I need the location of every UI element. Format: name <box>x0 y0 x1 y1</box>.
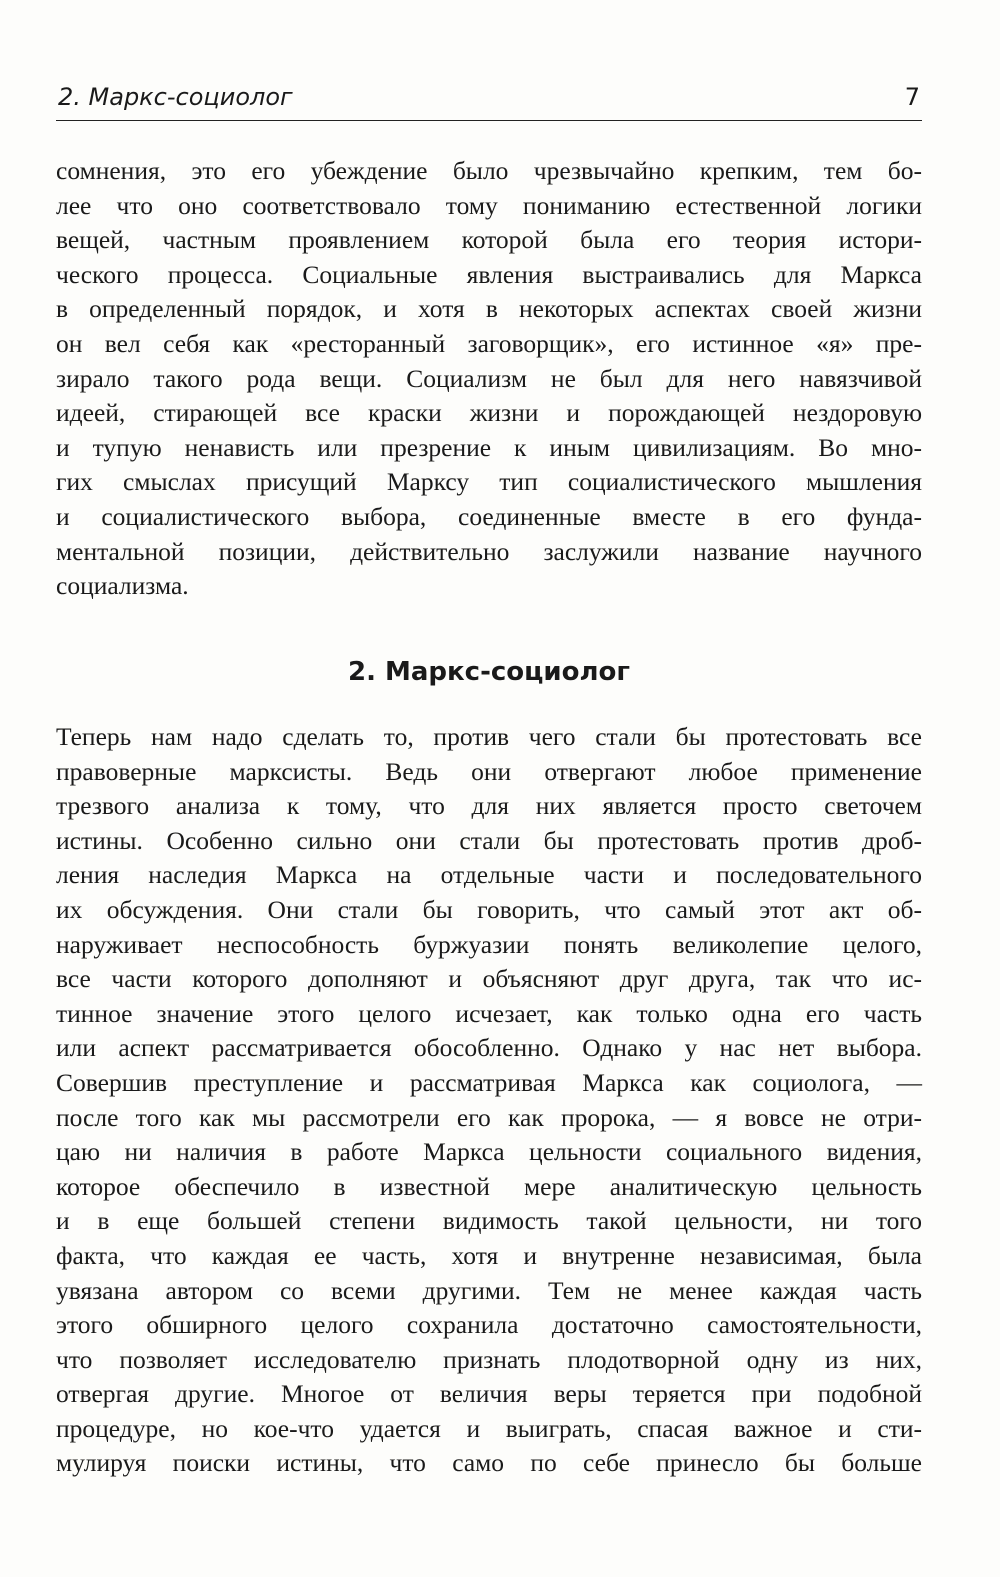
text-line: правоверные марксисты. Ведь они отвергают любое применение <box>56 756 922 786</box>
text-line: процедуре, но кое-что удается и выиграть, спасая важное и сти- <box>56 1413 922 1443</box>
text-line: мулируя поиски истины, что само по себе принесло бы больше <box>56 1448 922 1478</box>
text-line: отвергая другие. Многое от величия веры теряется при подобной <box>56 1379 922 1409</box>
text-line: увязана автором со всеми другими. Тем не менее каждая часть <box>56 1275 922 1305</box>
text-line: этого обширного целого сохранила достаточно самостоятельности, <box>56 1310 922 1340</box>
text-line: в определенный порядок, и хотя в некоторых аспектах своей жизни <box>56 294 922 324</box>
paragraph-continued <box>56 154 922 604</box>
paragraph-main <box>56 720 922 1481</box>
text-line: все части которого дополняют и объясняют друг друга, так что ис- <box>56 964 922 994</box>
text-line: тинное значение этого целого исчезает, как только одна его часть <box>56 998 922 1028</box>
text-line: идеей, стирающей все краски жизни и порождающей нездоровую <box>56 398 922 428</box>
text-line: зирало такого рода вещи. Социализм не был для него навязчивой <box>56 363 922 393</box>
text-line: лее что оно соответствовало тому пониманию естественной логики <box>56 190 922 220</box>
text-line: что позволяет исследователю признать плодотворной одну из них, <box>56 1344 922 1374</box>
text-line: или аспект рассматривается обособленно. Однако у нас нет выбора. <box>56 1033 922 1063</box>
page-number: 7 <box>904 83 920 111</box>
text-line: и социалистического выбора, соединенные вместе в его фунда- <box>56 501 922 531</box>
text-line: он вел себя как «ресторанный заговорщик», его истинное «я» пре- <box>56 328 922 358</box>
text-line: которое обеспечило в известной мере аналитическую цельность <box>56 1171 922 1201</box>
section-heading: 2. Маркс-социолог <box>347 657 630 687</box>
text-line: Теперь нам надо сделать то, против чего стали бы протестовать все <box>56 722 922 751</box>
text-line: факта, что каждая ее часть, хотя и внутренне независимая, была <box>56 1240 922 1270</box>
text-line: их обсуждения. Они стали бы говорить, что самый этот акт об- <box>56 894 922 924</box>
text-line: вещей, частным проявлением которой была его теория истори- <box>56 225 922 255</box>
text-line: социализма. <box>56 571 189 601</box>
text-line: ментальной позиции, действительно заслужили название научного <box>56 536 922 566</box>
running-head <box>56 76 922 121</box>
text-line: истины. Особенно сильно они стали бы протестовать против дроб- <box>56 825 922 855</box>
text-line: сомнения, это его убеждение было чрезвычайно крепким, тем бо- <box>56 156 922 185</box>
text-line: гих смыслах присущий Марксу тип социалистического мышления <box>56 467 922 497</box>
text-line: ления наследия Маркса на отдельные части и последовательного <box>56 860 922 890</box>
text-line: и в еще большей степени видимость такой цельности, ни того <box>56 1206 922 1236</box>
text-line: наруживает неспособность буржуазии понять великолепие целого, <box>56 929 922 959</box>
text-line: ческого процесса. Социальные явления выстраивались для Маркса <box>56 259 922 289</box>
running-head-title: 2. Маркс-социолог <box>58 83 293 111</box>
text-line: после того как мы рассмотрели его как пророка, — я вовсе не отри- <box>56 1102 922 1132</box>
text-line: цаю ни наличия в работе Маркса цельности социального видения, <box>56 1137 922 1167</box>
text-line: и тупую ненависть или презрение к иным цивилизациям. Во мно- <box>56 432 922 462</box>
text-line: Совершив преступление и рассматривая Маркса как социолога, — <box>56 1067 922 1097</box>
text-line: трезвого анализа к тому, что для них является просто светочем <box>56 791 922 821</box>
